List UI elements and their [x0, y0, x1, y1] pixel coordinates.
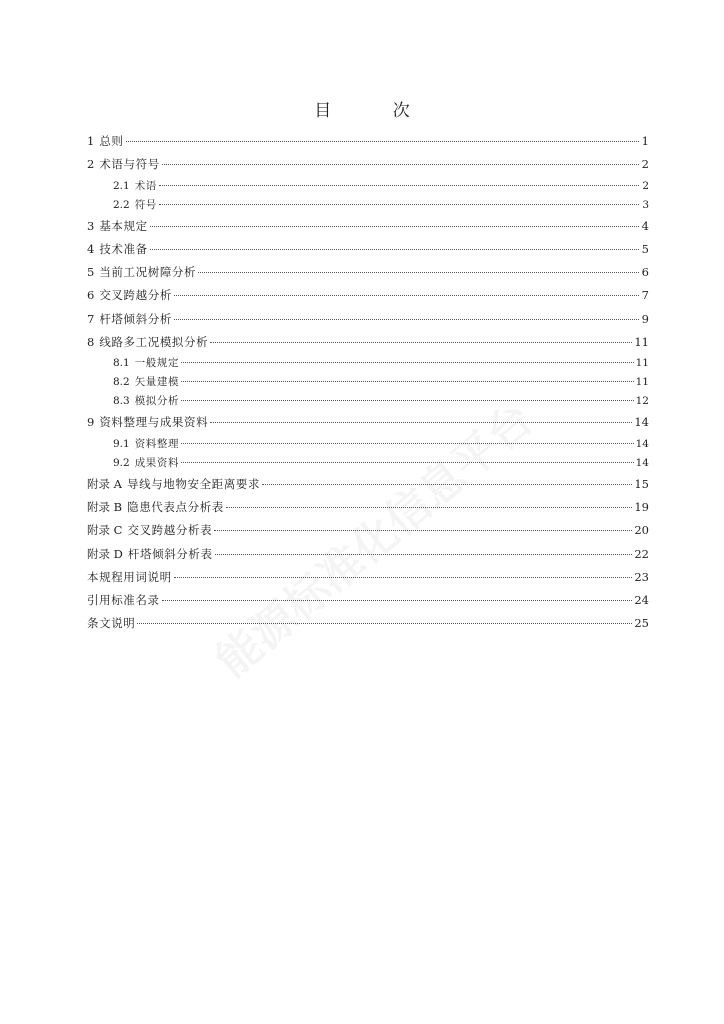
toc-entry-number: 8.3	[113, 395, 130, 408]
toc-entry-number: 6	[87, 288, 95, 303]
toc-entry[interactable]	[87, 215, 649, 238]
toc-subsection-entry[interactable]	[87, 373, 649, 392]
toc-entry-page-number: 24	[634, 593, 649, 608]
dot-leader	[226, 507, 632, 508]
dot-leader	[174, 295, 639, 296]
dot-leader	[150, 226, 639, 227]
toc-entry[interactable]	[87, 473, 649, 496]
dot-leader	[181, 443, 634, 444]
toc-entry-label: 交叉跨越分析	[99, 288, 172, 303]
toc-entry-number: 附录 B	[87, 499, 123, 514]
toc-entry-page-number: 11	[635, 376, 649, 389]
toc-entry-page-number: 15	[634, 476, 649, 491]
toc-entry-label: 隐患代表点分析表	[127, 499, 224, 514]
toc-entry-page-number: 1	[641, 134, 649, 148]
toc-entry-label: 杆塔倾斜分析	[99, 311, 172, 326]
dot-leader	[150, 249, 639, 250]
toc-entry-page-number: 19	[634, 499, 649, 514]
toc-entry[interactable]	[87, 238, 649, 261]
toc-title: 目 次	[314, 101, 438, 121]
toc-entry-page-number: 2	[641, 157, 649, 172]
toc-entry-number: 9	[87, 415, 95, 430]
toc-entry[interactable]	[87, 331, 649, 354]
toc-entry-label: 杆塔倾斜分析表	[127, 546, 213, 561]
dot-leader	[181, 362, 634, 363]
toc-entry[interactable]	[87, 284, 649, 307]
toc-entry-page-number: 6	[641, 265, 649, 280]
toc-entry-page-number: 4	[641, 218, 649, 233]
toc-entry-number: 5	[87, 265, 95, 280]
toc-subsection-entry[interactable]	[87, 196, 649, 215]
toc-entry-page-number: 22	[634, 546, 649, 561]
toc-entry-page-number: 11	[634, 335, 649, 350]
toc-entry-page-number: 3	[642, 198, 649, 211]
toc-entry-number: 附录 A	[87, 476, 122, 491]
toc-entry[interactable]	[87, 519, 649, 542]
toc-entry-label: 术语	[134, 179, 157, 192]
toc-subsection-entry[interactable]	[87, 177, 649, 196]
toc-entry-number: 附录 C	[87, 523, 123, 538]
toc-entry-number: 8.1	[113, 357, 130, 370]
toc-entry-number: 3	[87, 218, 95, 233]
toc-entry-page-number: 7	[641, 288, 649, 303]
toc-entry[interactable]	[87, 153, 649, 176]
toc-entry-label: 矢量建模	[134, 376, 180, 389]
dot-leader	[198, 272, 639, 273]
toc-entry-page-number: 23	[634, 569, 649, 584]
toc-entry-number: 2.1	[113, 179, 130, 192]
toc-entry[interactable]	[87, 543, 649, 566]
toc-entry-number: 附录 D	[87, 546, 123, 561]
toc-entry-number: 9.2	[113, 456, 130, 469]
dot-leader	[159, 185, 639, 186]
toc-entry-label: 技术准备	[99, 241, 148, 256]
toc-entry-label: 引用标准名录	[87, 593, 160, 608]
toc-entry[interactable]	[87, 411, 649, 434]
toc-entry-label: 符号	[134, 198, 157, 211]
toc-subsection-entry[interactable]	[87, 454, 649, 473]
toc-entry-number: 1	[87, 134, 95, 148]
toc-subsection-entry[interactable]	[87, 435, 649, 454]
toc-entry-label: 线路多工况模拟分析	[99, 335, 209, 350]
dot-leader	[174, 319, 639, 320]
toc-entry-number: 2.2	[113, 198, 130, 211]
toc-entry-label: 导线与地物安全距离要求	[126, 476, 261, 491]
dot-leader	[181, 462, 634, 463]
toc-entry[interactable]	[87, 566, 649, 589]
toc-entry-label: 总则	[99, 134, 124, 148]
toc-entry-label: 当前工况树障分析	[99, 265, 197, 280]
dot-leader	[181, 400, 634, 401]
toc-entry-page-number: 25	[634, 616, 649, 631]
toc-entry-label: 成果资料	[134, 456, 180, 469]
toc-entry-label: 本规程用词说明	[87, 569, 172, 584]
dot-leader	[137, 623, 632, 624]
toc-entry-number: 8	[87, 335, 95, 350]
toc-entry-label: 基本规定	[99, 218, 148, 233]
dot-leader	[181, 381, 634, 382]
toc-entry-label: 资料整理与成果资料	[99, 415, 209, 430]
toc-entry-number: 8.2	[113, 376, 130, 389]
toc-entry[interactable]	[87, 130, 649, 153]
toc-entry-number: 7	[87, 311, 95, 326]
toc-entry-page-number: 12	[635, 395, 649, 408]
toc-entry-page-number: 14	[635, 437, 649, 450]
dot-leader	[126, 141, 639, 142]
table-of-contents	[87, 130, 649, 636]
toc-subsection-entry[interactable]	[87, 392, 649, 411]
dot-leader	[159, 204, 639, 205]
toc-entry-page-number: 9	[641, 311, 649, 326]
toc-entry-page-number: 14	[635, 456, 649, 469]
toc-entry[interactable]	[87, 496, 649, 519]
toc-entry-label: 术语与符号	[99, 157, 160, 172]
dot-leader	[162, 164, 639, 165]
dot-leader	[210, 422, 632, 423]
toc-entry-label: 条文说明	[87, 616, 136, 631]
toc-entry-number: 4	[87, 241, 95, 256]
toc-entry[interactable]	[87, 261, 649, 284]
toc-entry-label: 一般规定	[134, 357, 180, 370]
toc-entry-label: 资料整理	[134, 437, 180, 450]
dot-leader	[262, 484, 632, 485]
toc-entry[interactable]	[87, 308, 649, 331]
dot-leader	[174, 577, 633, 578]
toc-entry-label: 模拟分析	[134, 395, 180, 408]
toc-subsection-entry[interactable]	[87, 354, 649, 373]
toc-entry-page-number: 20	[634, 523, 649, 538]
dot-leader	[214, 530, 632, 531]
toc-entry-label: 交叉跨越分析表	[127, 523, 213, 538]
toc-entry-page-number: 5	[641, 241, 649, 256]
toc-entry-page-number: 14	[634, 415, 649, 430]
toc-entry-page-number: 2	[642, 179, 649, 192]
dot-leader	[215, 554, 633, 555]
dot-leader	[162, 600, 633, 601]
dot-leader	[210, 342, 632, 343]
toc-entry-page-number: 11	[635, 357, 649, 370]
toc-entry-number: 2	[87, 157, 95, 172]
toc-entry[interactable]	[87, 589, 649, 612]
toc-entry[interactable]	[87, 612, 649, 635]
toc-entry-number: 9.1	[113, 437, 130, 450]
